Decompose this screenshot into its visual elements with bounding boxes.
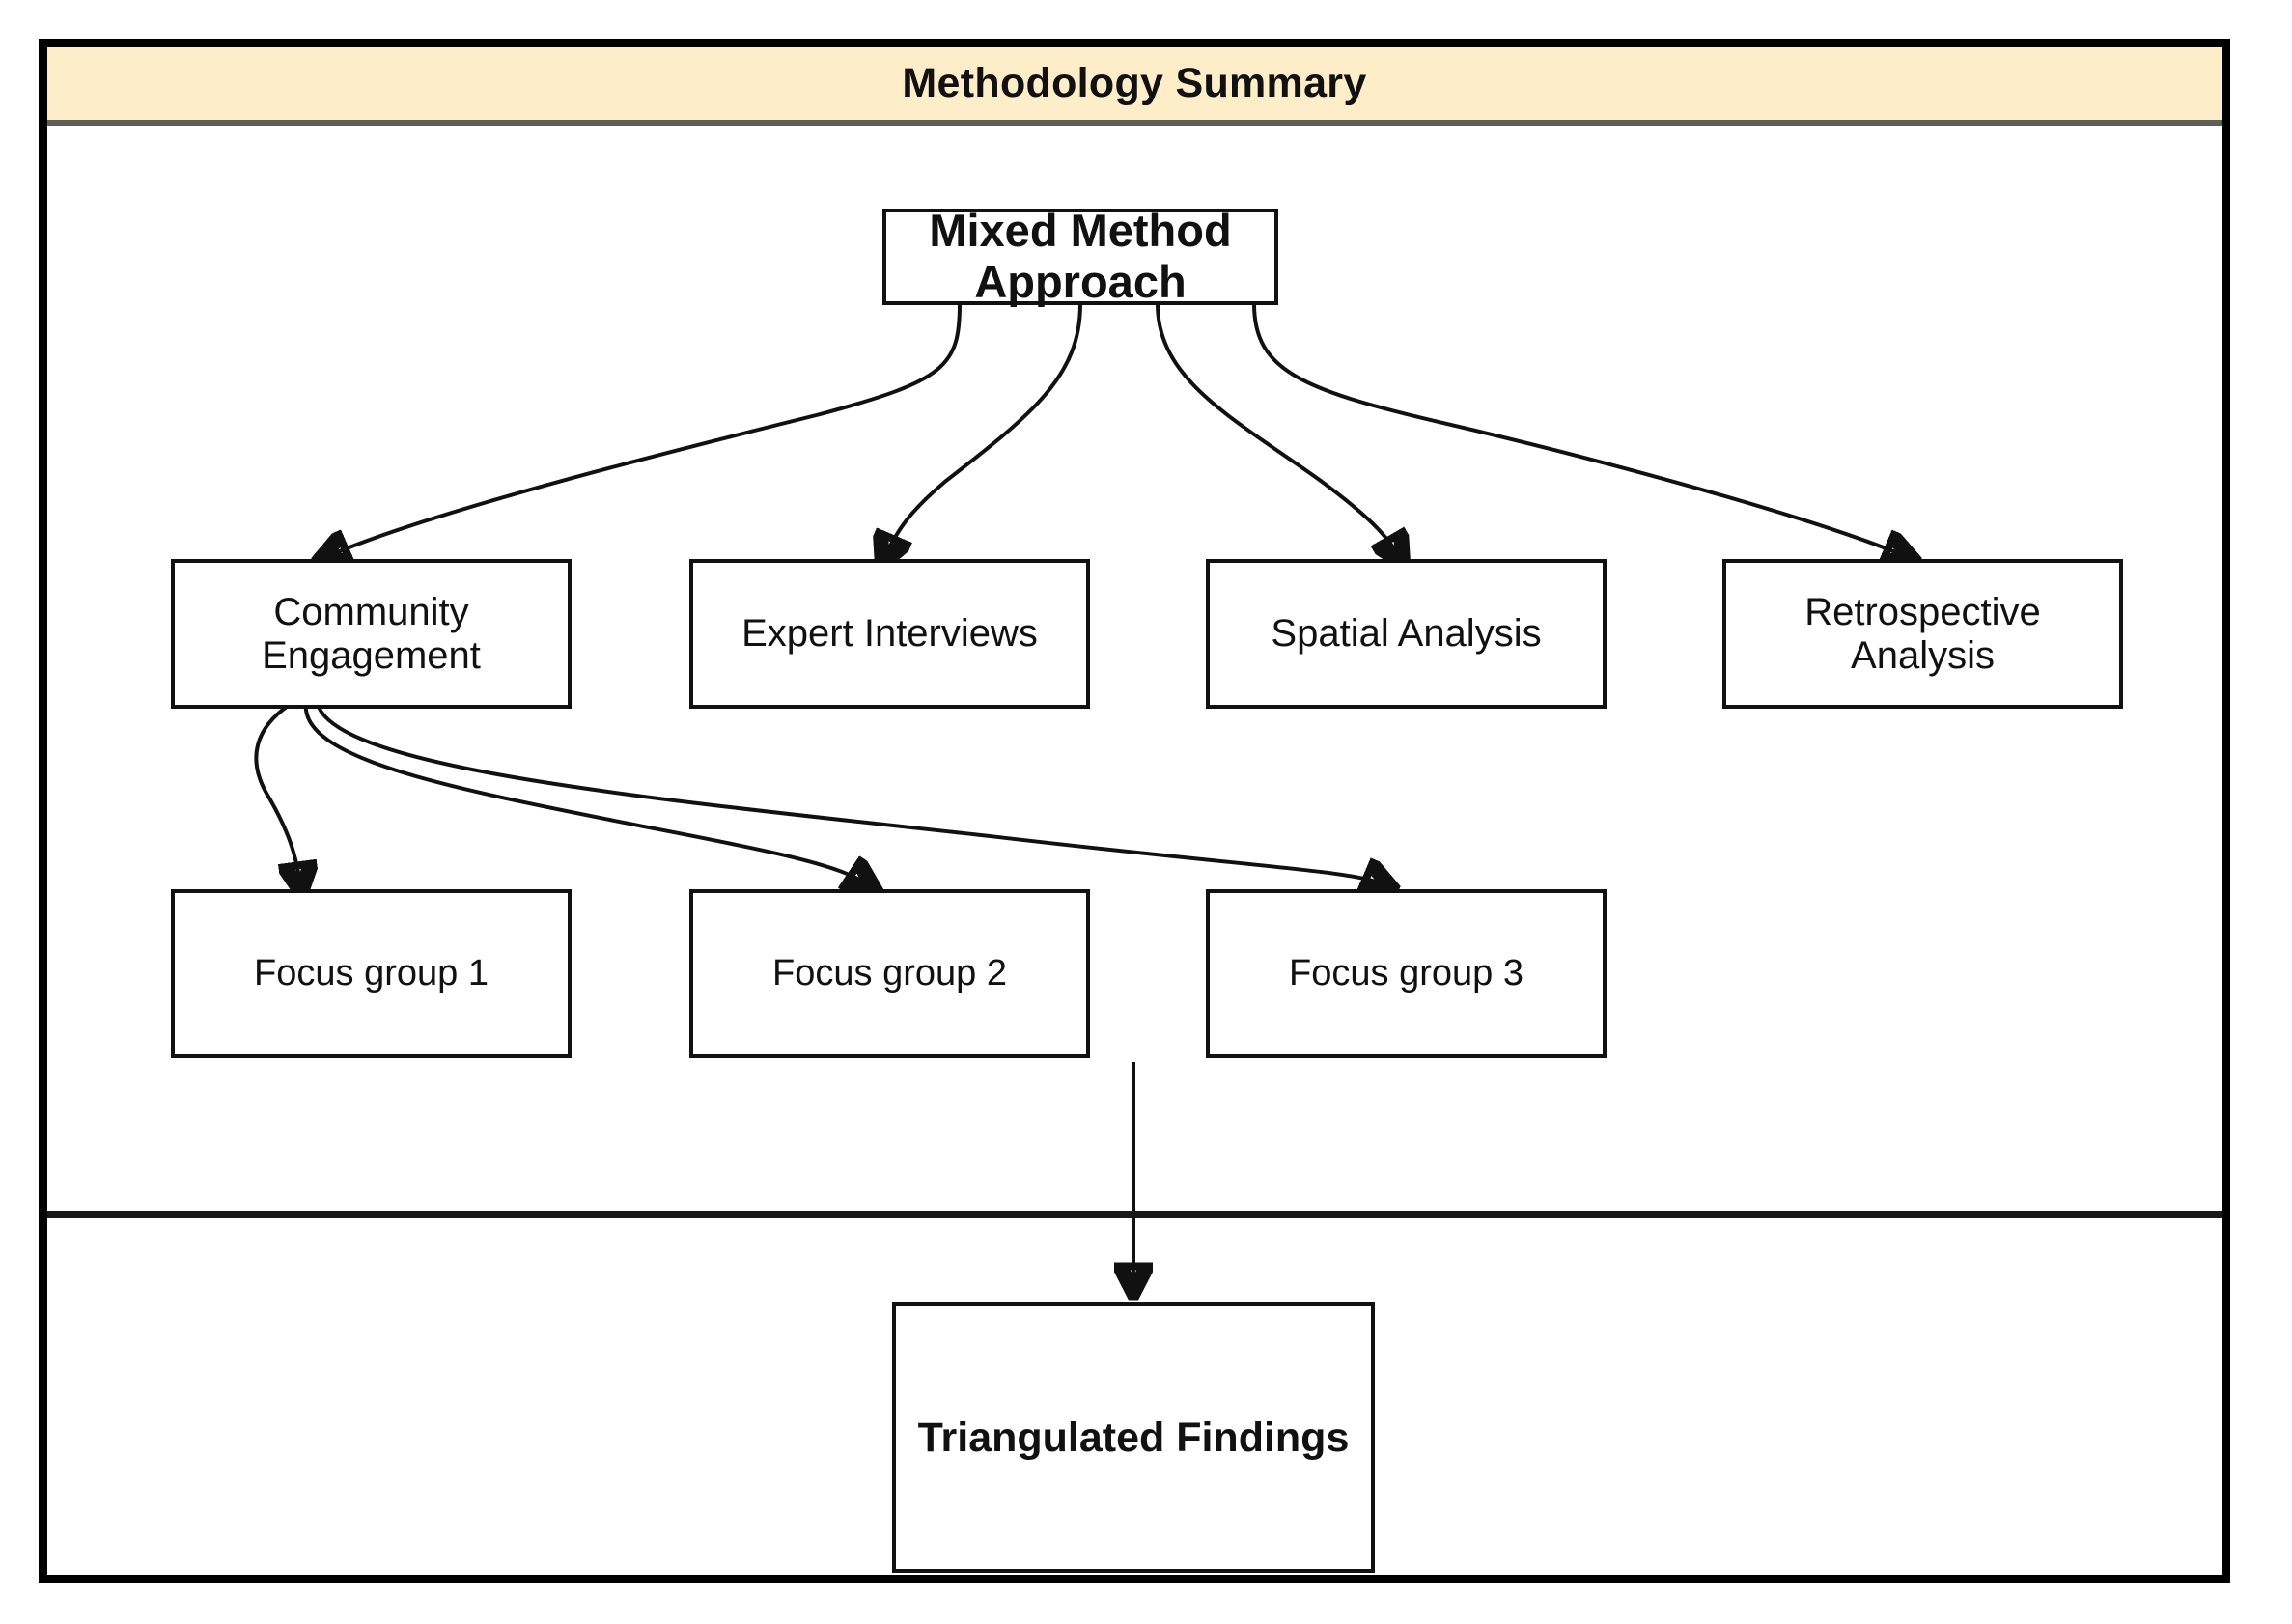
- figure-title-bar: [47, 47, 2222, 126]
- edge-community-to-fg1: [256, 702, 300, 884]
- node-triangulated-findings[interactable]: Triangulated Findings: [892, 1302, 1375, 1573]
- node-focus-group-3[interactable]: Focus group 3: [1206, 889, 1607, 1058]
- figure-panel: [39, 39, 2230, 1583]
- diagram-canvas: [47, 126, 2222, 1218]
- edge-root-to-community: [327, 304, 960, 556]
- edge-root-to-spatial: [1158, 304, 1399, 556]
- findings-canvas: [47, 1218, 2222, 1575]
- edge-community-to-fg2: [306, 702, 868, 884]
- node-expert-interviews[interactable]: Expert Interviews: [689, 559, 1090, 709]
- node-mixed-method-approach[interactable]: Mixed Method Approach: [882, 209, 1278, 305]
- node-spatial-analysis[interactable]: Spatial Analysis: [1206, 559, 1607, 709]
- node-community-engagement[interactable]: Community Engagement: [171, 559, 572, 709]
- edge-root-to-expert: [885, 304, 1080, 556]
- node-retrospective-analysis[interactable]: Retrospective Analysis: [1722, 559, 2123, 709]
- node-focus-group-2[interactable]: Focus group 2: [689, 889, 1090, 1058]
- edge-community-to-fg3: [318, 704, 1384, 884]
- node-focus-group-1[interactable]: Focus group 1: [171, 889, 572, 1058]
- edge-root-to-retrospective: [1254, 304, 1906, 556]
- page-title: Methodology Summary: [902, 60, 1367, 106]
